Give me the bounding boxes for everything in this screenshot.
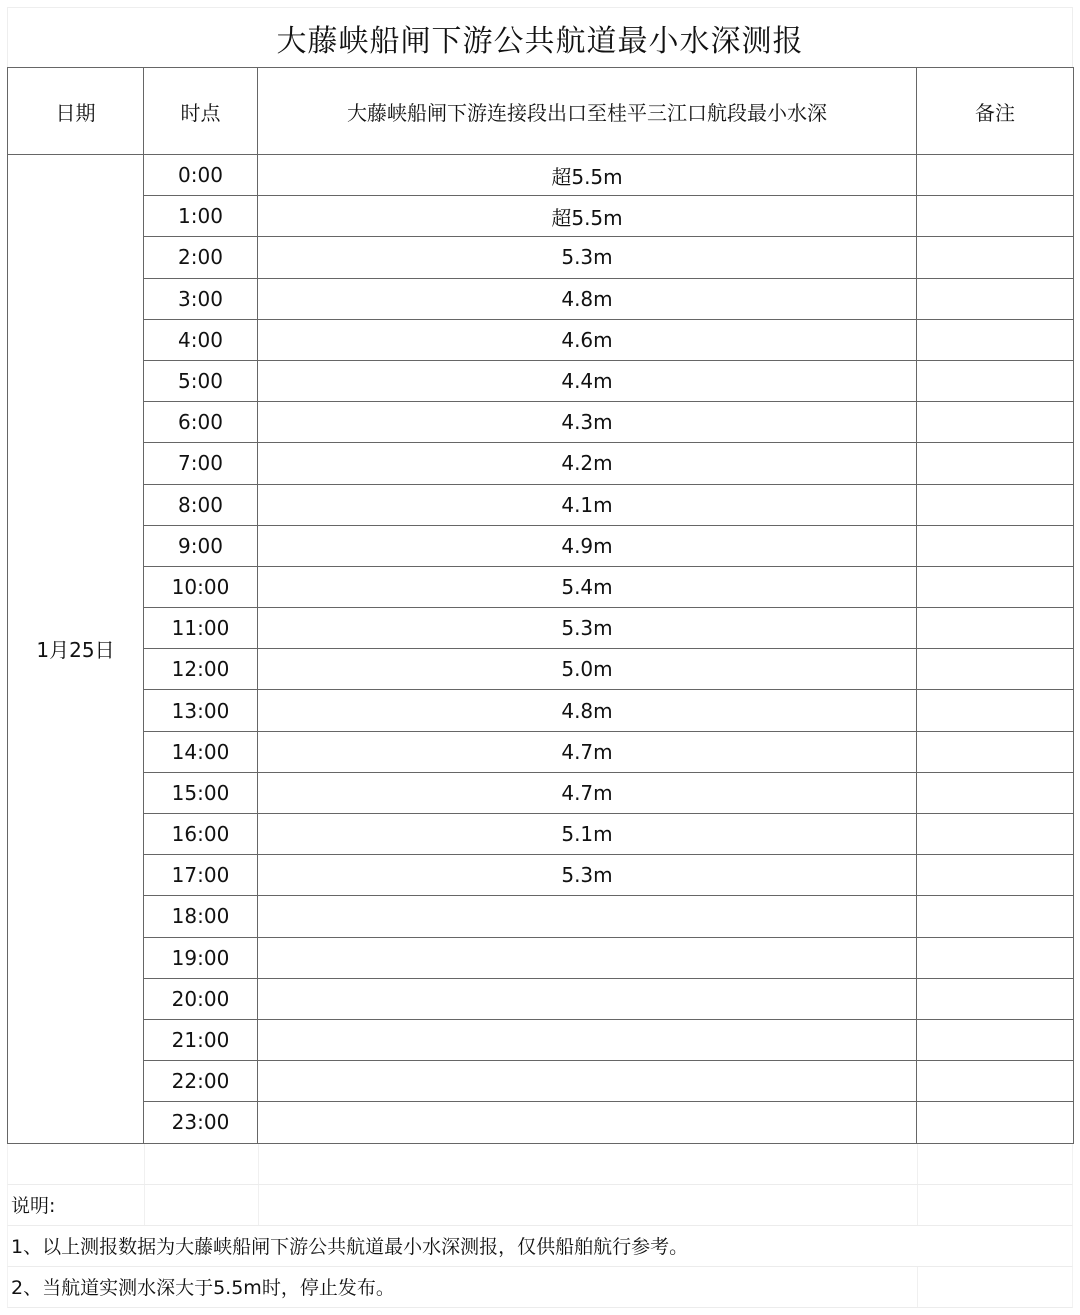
depth-cell: 5.1m	[258, 814, 917, 855]
footer-note-row	[7, 1267, 1073, 1308]
depth-cell: 5.0m	[258, 649, 917, 690]
note-cell	[917, 1019, 1074, 1060]
table-row	[8, 155, 1074, 196]
note-cell	[917, 855, 1074, 896]
note-2: 2、当航道实测水深大于5.5m时，停止发布。	[11, 1277, 395, 1299]
table-row	[8, 690, 1074, 731]
table-row	[8, 814, 1074, 855]
time-cell: 11:00	[144, 608, 258, 649]
note-cell	[917, 937, 1074, 978]
table-row	[8, 237, 1074, 278]
note-cell	[917, 896, 1074, 937]
time-cell: 20:00	[144, 978, 258, 1019]
depth-cell	[258, 1102, 917, 1143]
time-cell: 18:00	[144, 896, 258, 937]
depth-cell: 超5.5m	[258, 196, 917, 237]
footer-notes	[7, 1144, 1073, 1308]
note-cell	[917, 978, 1074, 1019]
time-cell: 4:00	[144, 319, 258, 360]
depth-cell: 4.8m	[258, 278, 917, 319]
header-time: 时点	[144, 68, 258, 155]
depth-cell: 4.7m	[258, 772, 917, 813]
table-row	[8, 566, 1074, 607]
table-row	[8, 649, 1074, 690]
depth-cell	[258, 1019, 917, 1060]
table-row	[8, 1019, 1074, 1060]
note-cell	[917, 649, 1074, 690]
time-cell: 19:00	[144, 937, 258, 978]
depth-cell	[258, 937, 917, 978]
time-cell: 2:00	[144, 237, 258, 278]
table-row	[8, 196, 1074, 237]
time-cell: 8:00	[144, 484, 258, 525]
table-row	[8, 484, 1074, 525]
time-cell: 3:00	[144, 278, 258, 319]
time-cell: 13:00	[144, 690, 258, 731]
header-note: 备注	[917, 68, 1074, 155]
note-cell	[917, 237, 1074, 278]
depth-cell: 4.2m	[258, 443, 917, 484]
time-cell: 0:00	[144, 155, 258, 196]
table-row	[8, 731, 1074, 772]
note-cell	[917, 772, 1074, 813]
note-cell	[917, 278, 1074, 319]
note-cell	[917, 814, 1074, 855]
note-cell	[917, 319, 1074, 360]
table-row	[8, 855, 1074, 896]
depth-cell	[258, 896, 917, 937]
time-cell: 21:00	[144, 1019, 258, 1060]
depth-cell: 4.4m	[258, 360, 917, 401]
note-cell	[917, 1061, 1074, 1102]
time-cell: 10:00	[144, 566, 258, 607]
time-cell: 5:00	[144, 360, 258, 401]
time-cell: 9:00	[144, 525, 258, 566]
table-row	[8, 772, 1074, 813]
table-row	[8, 937, 1074, 978]
table-row	[8, 1102, 1074, 1143]
depth-cell: 超5.5m	[258, 155, 917, 196]
depth-cell: 4.9m	[258, 525, 917, 566]
report-sheet	[7, 7, 1073, 1308]
note-cell	[917, 402, 1074, 443]
footer-blank-row	[7, 1144, 1073, 1185]
time-cell: 17:00	[144, 855, 258, 896]
time-cell: 14:00	[144, 731, 258, 772]
time-cell: 7:00	[144, 443, 258, 484]
depth-cell	[258, 978, 917, 1019]
table-row	[8, 896, 1074, 937]
footer-note-row	[7, 1226, 1073, 1267]
note-1: 1、以上测报数据为大藤峡船闸下游公共航道最小水深测报，仅供船舶航行参考。	[11, 1236, 689, 1258]
note-cell	[917, 608, 1074, 649]
depth-cell: 4.6m	[258, 319, 917, 360]
table-row	[8, 360, 1074, 401]
time-cell: 6:00	[144, 402, 258, 443]
table-row	[8, 608, 1074, 649]
depth-cell: 4.7m	[258, 731, 917, 772]
depth-cell: 4.8m	[258, 690, 917, 731]
table-row	[8, 525, 1074, 566]
note-cell	[917, 155, 1074, 196]
depth-table	[7, 67, 1074, 1144]
note-cell	[917, 525, 1074, 566]
notes-label: 说明:	[11, 1195, 56, 1217]
note-cell	[917, 443, 1074, 484]
time-cell: 16:00	[144, 814, 258, 855]
note-cell	[917, 484, 1074, 525]
time-cell: 15:00	[144, 772, 258, 813]
depth-cell: 5.3m	[258, 237, 917, 278]
time-cell: 1:00	[144, 196, 258, 237]
time-cell: 22:00	[144, 1061, 258, 1102]
note-cell	[917, 360, 1074, 401]
depth-cell: 5.4m	[258, 566, 917, 607]
date-cell: 1月25日	[8, 155, 144, 1144]
depth-cell: 5.3m	[258, 608, 917, 649]
time-cell: 12:00	[144, 649, 258, 690]
note-cell	[917, 566, 1074, 607]
note-cell	[917, 1102, 1074, 1143]
table-row	[8, 402, 1074, 443]
depth-cell: 5.3m	[258, 855, 917, 896]
table-header-row	[8, 68, 1074, 155]
note-cell	[917, 731, 1074, 772]
depth-cell	[258, 1061, 917, 1102]
header-depth: 大藤峡船闸下游连接段出口至桂平三江口航段最小水深	[258, 68, 917, 155]
note-cell	[917, 690, 1074, 731]
report-title: 大藤峡船闸下游公共航道最小水深测报	[7, 7, 1073, 67]
header-date: 日期	[8, 68, 144, 155]
depth-cell: 4.1m	[258, 484, 917, 525]
table-row	[8, 978, 1074, 1019]
depth-cell: 4.3m	[258, 402, 917, 443]
table-row	[8, 1061, 1074, 1102]
table-row	[8, 443, 1074, 484]
table-row	[8, 278, 1074, 319]
footer-label-row	[7, 1185, 1073, 1226]
time-cell: 23:00	[144, 1102, 258, 1143]
table-row	[8, 319, 1074, 360]
note-cell	[917, 196, 1074, 237]
